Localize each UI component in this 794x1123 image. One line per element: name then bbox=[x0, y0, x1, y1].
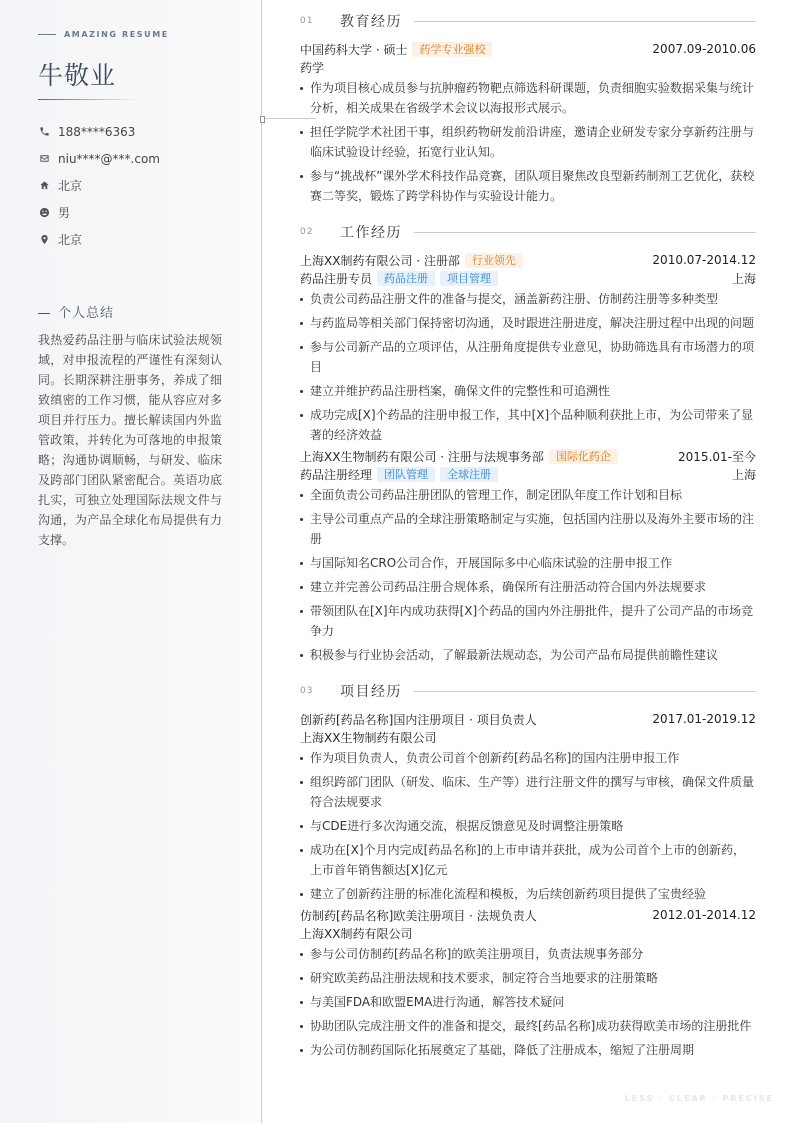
entry-subheader bbox=[300, 728, 756, 746]
bullet-item: 作为项目负责人，负责公司首个创新药[药品名称]的国内注册申报工作 bbox=[300, 748, 756, 768]
phone-text: 188****6363 bbox=[58, 124, 136, 139]
project-name: 创新药[药品名称]国内注册项目 · 项目负责人 bbox=[300, 712, 537, 727]
entry-date: 2007.09-2010.06 bbox=[652, 42, 756, 56]
bullet-item: 建立了创新药注册的标准化流程和模板，为后续创新药项目提供了宝贵经验 bbox=[300, 884, 756, 904]
entry-date: 2015.01-至今 bbox=[678, 449, 756, 464]
role-title: 药品注册专员 bbox=[300, 271, 373, 286]
info-location bbox=[38, 226, 160, 253]
company-name: 上海XX制药有限公司 · 注册部 bbox=[300, 253, 460, 268]
bullet-item: 建立并完善公司药品注册合规体系，确保所有注册活动符合国内外法规要求 bbox=[300, 577, 756, 597]
location-text: 北京 bbox=[58, 233, 83, 247]
summary-title: 个人总结 bbox=[38, 302, 114, 321]
entry-header bbox=[300, 40, 756, 58]
footer-watermark: LESS · CLEAR · PRECISE bbox=[624, 1094, 774, 1103]
bullet-list bbox=[300, 748, 756, 904]
major: 药学 bbox=[300, 60, 325, 75]
entry-header bbox=[300, 447, 756, 465]
bullet-item: 与国际知名CRO公司合作，开展国际多中心临床试验的注册申报工作 bbox=[300, 553, 756, 573]
bullet-list bbox=[300, 944, 756, 1060]
home-text: 北京 bbox=[58, 179, 83, 193]
info-email bbox=[38, 145, 160, 172]
home-icon bbox=[38, 180, 50, 192]
role-tag: 药品注册 bbox=[377, 271, 435, 286]
entry-header bbox=[300, 906, 756, 924]
work-entry bbox=[300, 251, 756, 449]
project-entry bbox=[300, 710, 756, 908]
entry-header bbox=[300, 251, 756, 269]
bullet-item: 协助团队完成注册文件的准备和提交，最终[药品名称]成功获得欧美市场的注册批件 bbox=[300, 1016, 756, 1036]
city: 上海 bbox=[731, 467, 756, 482]
info-phone bbox=[38, 118, 160, 145]
bullet-item: 参与公司新产品的立项评估，从注册角度提供专业意见，协助筛选具有市场潜力的项目 bbox=[300, 337, 756, 377]
role-tag: 团队管理 bbox=[377, 467, 435, 482]
candidate-name: 牛敬业 bbox=[38, 61, 117, 90]
city: 上海 bbox=[731, 271, 756, 286]
info-gender bbox=[38, 199, 160, 226]
company-tag: 行业领先 bbox=[465, 253, 523, 268]
name-divider bbox=[38, 99, 138, 100]
project-entry bbox=[300, 906, 756, 1064]
role-title: 药品注册经理 bbox=[300, 467, 373, 482]
bullet-item: 与CDE进行多次沟通交流，根据反馈意见及时调整注册策略 bbox=[300, 816, 756, 836]
role-tag: 全球注册 bbox=[440, 467, 498, 482]
entry-date: 2012.01-2014.12 bbox=[652, 908, 756, 922]
education-entry bbox=[300, 40, 756, 210]
company-tag: 国际化药企 bbox=[549, 449, 618, 464]
bullet-item: 建立并维护药品注册档案，确保文件的完整性和可追溯性 bbox=[300, 381, 756, 401]
sidebar-tick-marker bbox=[260, 116, 265, 123]
bullet-item: 与药监局等相关部门保持密切沟通，及时跟进注册进度，解决注册过程中出现的问题 bbox=[300, 313, 756, 333]
entry-header bbox=[300, 710, 756, 728]
section-divider bbox=[414, 232, 756, 233]
section-divider bbox=[414, 21, 756, 22]
phone-icon bbox=[38, 126, 50, 138]
section-number: 02 bbox=[300, 227, 314, 237]
bullet-item: 担任学院学术社团干事，组织药物研发前沿讲座，邀请企业研发专家分享新药注册与临床试验设计经验，拓宽行业认知。 bbox=[300, 122, 756, 162]
entry-subheader bbox=[300, 58, 756, 76]
bullet-item: 与美国FDA和欧盟EMA进行沟通，解答技术疑问 bbox=[300, 992, 756, 1012]
email-text: niu****@***.com bbox=[58, 151, 160, 166]
bullet-item: 成功完成[X]个药品的注册申报工作，其中[X]个品种顺利获批上市，为公司带来了显著的经济效益 bbox=[300, 405, 756, 445]
location-icon bbox=[38, 234, 50, 246]
bullet-item: 负责公司药品注册文件的准备与提交，涵盖新药注册、仿制药注册等多种类型 bbox=[300, 289, 756, 309]
projects-header bbox=[300, 681, 756, 701]
company-name: 上海XX生物制药有限公司 · 注册与法规事务部 bbox=[300, 449, 544, 464]
mail-icon bbox=[38, 153, 50, 165]
project-org: 上海XX制药有限公司 bbox=[300, 926, 413, 941]
tagline: AMAZING RESUME bbox=[38, 30, 169, 39]
entry-subheader bbox=[300, 924, 756, 942]
section-title: 工作经历 bbox=[340, 225, 402, 241]
bullet-item: 主导公司重点产品的全球注册策略制定与实施，包括国内注册以及海外主要市场的注册 bbox=[300, 509, 756, 549]
entry-subheader bbox=[300, 269, 756, 287]
entry-subheader bbox=[300, 465, 756, 483]
contact-info bbox=[38, 118, 160, 253]
bullet-list bbox=[300, 289, 756, 445]
bullet-item: 参与公司仿制药[药品名称]的欧美注册项目，负责法规事务部分 bbox=[300, 944, 756, 964]
school-name: 中国药科大学 · 硕士 bbox=[300, 42, 408, 57]
role-tag: 项目管理 bbox=[440, 271, 498, 286]
summary-text: 我热爱药品注册与临床试验法规领域，对申报流程的严谨性有深刻认同。长期深耕注册事务，养成了细致缜密的工作习惯，能从容应对多项目并行压力。擅长解读国内外监管政策，并转化为可落地的申报策略；沟通协调顺畅，与研发、临床及跨部门团队紧密配合。英语功底扎实，可独立处理国际法规文件与沟通，为产品全球化布局提供有力支撑。 bbox=[38, 333, 222, 547]
bullet-item: 全面负责公司药品注册团队的管理工作，制定团队年度工作计划和目标 bbox=[300, 485, 756, 505]
project-org: 上海XX生物制药有限公司 bbox=[300, 730, 437, 745]
bullet-item: 作为项目核心成员参与抗肿瘤药物靶点筛选科研课题，负责细胞实验数据采集与统计分析，相关成果在省级学术会议以海报形式展示。 bbox=[300, 78, 756, 118]
gender-text: 男 bbox=[58, 206, 71, 220]
bullet-item: 成功在[X]个月内完成[药品名称]的上市申请并获批，成为公司首个上市的创新药，上市首年销售额达[X]亿元 bbox=[300, 840, 756, 880]
project-name: 仿制药[药品名称]欧美注册项目 · 法规负责人 bbox=[300, 908, 537, 923]
bullet-item: 积极参与行业协会活动，了解最新法规动态，为公司产品布局提供前瞻性建议 bbox=[300, 645, 756, 665]
section-divider bbox=[414, 691, 756, 692]
school-tag: 药学专业强校 bbox=[412, 42, 492, 57]
section-number: 01 bbox=[300, 16, 314, 26]
entry-date: 2017.01-2019.12 bbox=[652, 712, 756, 726]
bullet-list bbox=[300, 485, 756, 665]
bullet-list bbox=[300, 78, 756, 206]
section-title: 项目经历 bbox=[340, 684, 402, 700]
section-number: 03 bbox=[300, 686, 314, 696]
education-header bbox=[300, 11, 756, 31]
bullet-item: 组织跨部门团队（研发、临床、生产等）进行注册文件的撰写与审核，确保文件质量符合法规要求 bbox=[300, 772, 756, 812]
work-entry bbox=[300, 447, 756, 669]
sidebar bbox=[0, 0, 262, 1123]
bullet-item: 为公司仿制药国际化拓展奠定了基础，降低了注册成本，缩短了注册周期 bbox=[300, 1040, 756, 1060]
bullet-item: 带领团队在[X]年内成功获得[X]个药品的国内外注册批件，提升了公司产品的市场竞争力 bbox=[300, 601, 756, 641]
face-icon bbox=[38, 207, 50, 219]
bullet-item: 研究欧美药品注册法规和技术要求，制定符合当地要求的注册策略 bbox=[300, 968, 756, 988]
entry-date: 2010.07-2014.12 bbox=[652, 253, 756, 267]
info-home bbox=[38, 172, 160, 199]
work-header bbox=[300, 222, 756, 242]
section-title: 教育经历 bbox=[340, 14, 402, 30]
bullet-item: 参与“挑战杯”课外学术科技作品竞赛，团队项目聚焦改良型新药制剂工艺优化，获校赛二等奖，锻炼了跨学科协作与实验设计能力。 bbox=[300, 166, 756, 206]
